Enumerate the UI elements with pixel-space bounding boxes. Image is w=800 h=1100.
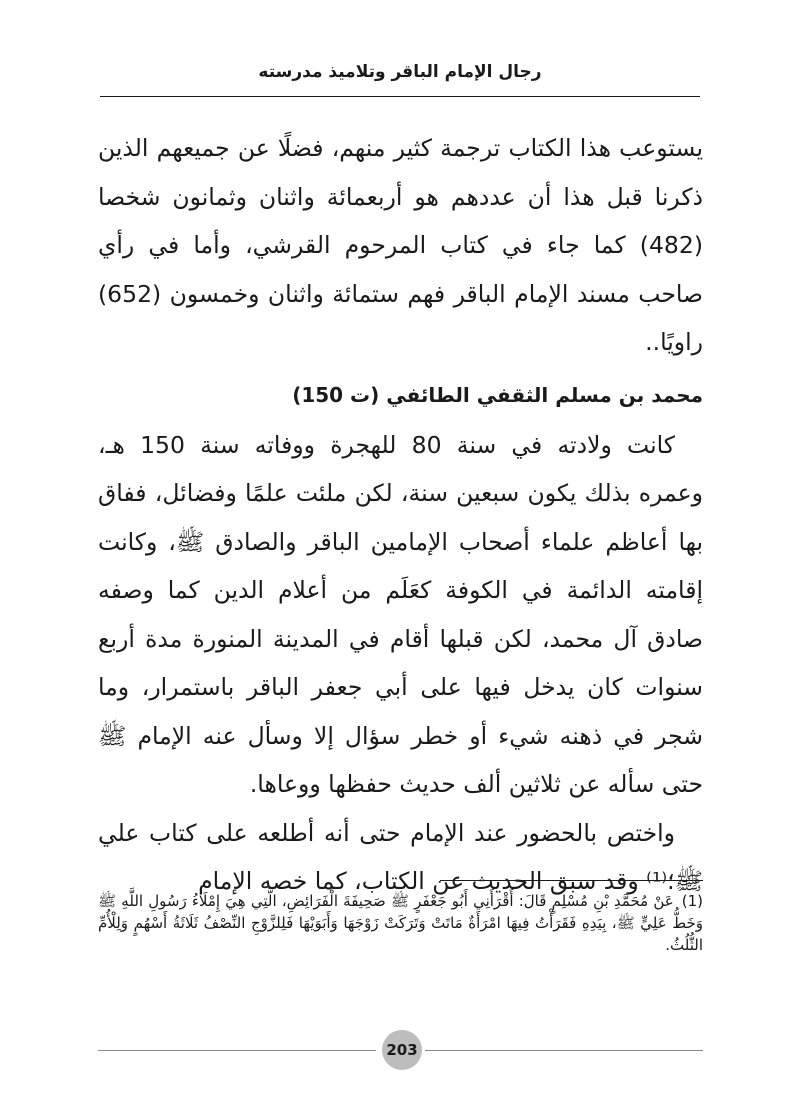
page-number: 203 [382, 1030, 422, 1070]
footnote [98, 890, 703, 956]
biography-paragraph-1: كانت ولادته في سنة 80 للهجرة ووفاته سنة 150 هـ، وعمره بذلك يكون سبعين سنة، لكن ملئت علمًا وفضائل، ففاق بها أعاظم علماء أصحاب الإمامين الباقر والصادق ﷺ، وكانت إقامته الدائمة في الكوفة كعَلَم من أعلام الدين كما وصفه صادق آل محمد، لكن قبلها أقام في المدينة المنورة مدة أربع سنوات كان يدخل فيها على أبي جعفر الباقر باستمرار، وما شجر في ذهنه شيء أو خطر سؤال إلا وسأل عنه الإمام ﷺ حتى سأله عن ثلاثين ألف حديث حفظها ووعاها. [98, 430, 703, 798]
page-number-footer [98, 1030, 703, 1070]
header-rule [100, 96, 700, 97]
running-header: رجال الإمام الباقر وتلاميذ مدرسته [258, 62, 542, 82]
section-heading: محمد بن مسلم الثقفي الطائفي (ت 150) [292, 382, 703, 407]
page-number-rule-left [98, 1050, 376, 1051]
body-text [98, 124, 703, 906]
biography-paragraph-2: واختص بالحضور عند الإمام حتى أنه أطلعه على كتاب علي ﷺ؛⁽¹⁾ وقد سبق الحديث عن الكتاب، كما خصه الإمام [98, 818, 703, 895]
page-number-rule-right [425, 1050, 703, 1051]
footnote-text: عَنْ مُحَمَّدِ بْنِ مُسْلِمٍ قَالَ: أَقْرَأَنِي أَبُو جَعْفَرٍ ﷺ صَحِيفَةَ الْفَرَائِضِ، الَّتِي هِيَ إِمْلَاءُ رَسُولِ اللَّهِ ﷺ وَخَطُّ عَلِيٍّ ﷺ، بِيَدِهِ فَقَرَأْتُ فِيهَا امْرَأَةٌ مَاتَتْ وَتَرَكَتْ زَوْجَهَا وَأَبَوَيْهَا فَلِلزَّوْجِ النِّصْفُ ثَلَاثَةُ أَسْهُمٍ وَلِلْأُمِّ الثُّلُثُ. [98, 892, 703, 954]
footnote-rule [440, 880, 703, 881]
intro-paragraph: يستوعب هذا الكتاب ترجمة كثير منهم، فضلًا عن جميعهم الذين ذكرنا قبل هذا أن عددهم هو أربعمائة واثنان وثمانون شخصا (482) كما جاء في كتاب المرحوم القرشي، وأما في رأي صاحب مسند الإمام الباقر فهم ستمائة واثنان وخمسون (652) راويًا.. [98, 134, 703, 356]
footnote-number: (1) [681, 892, 703, 910]
